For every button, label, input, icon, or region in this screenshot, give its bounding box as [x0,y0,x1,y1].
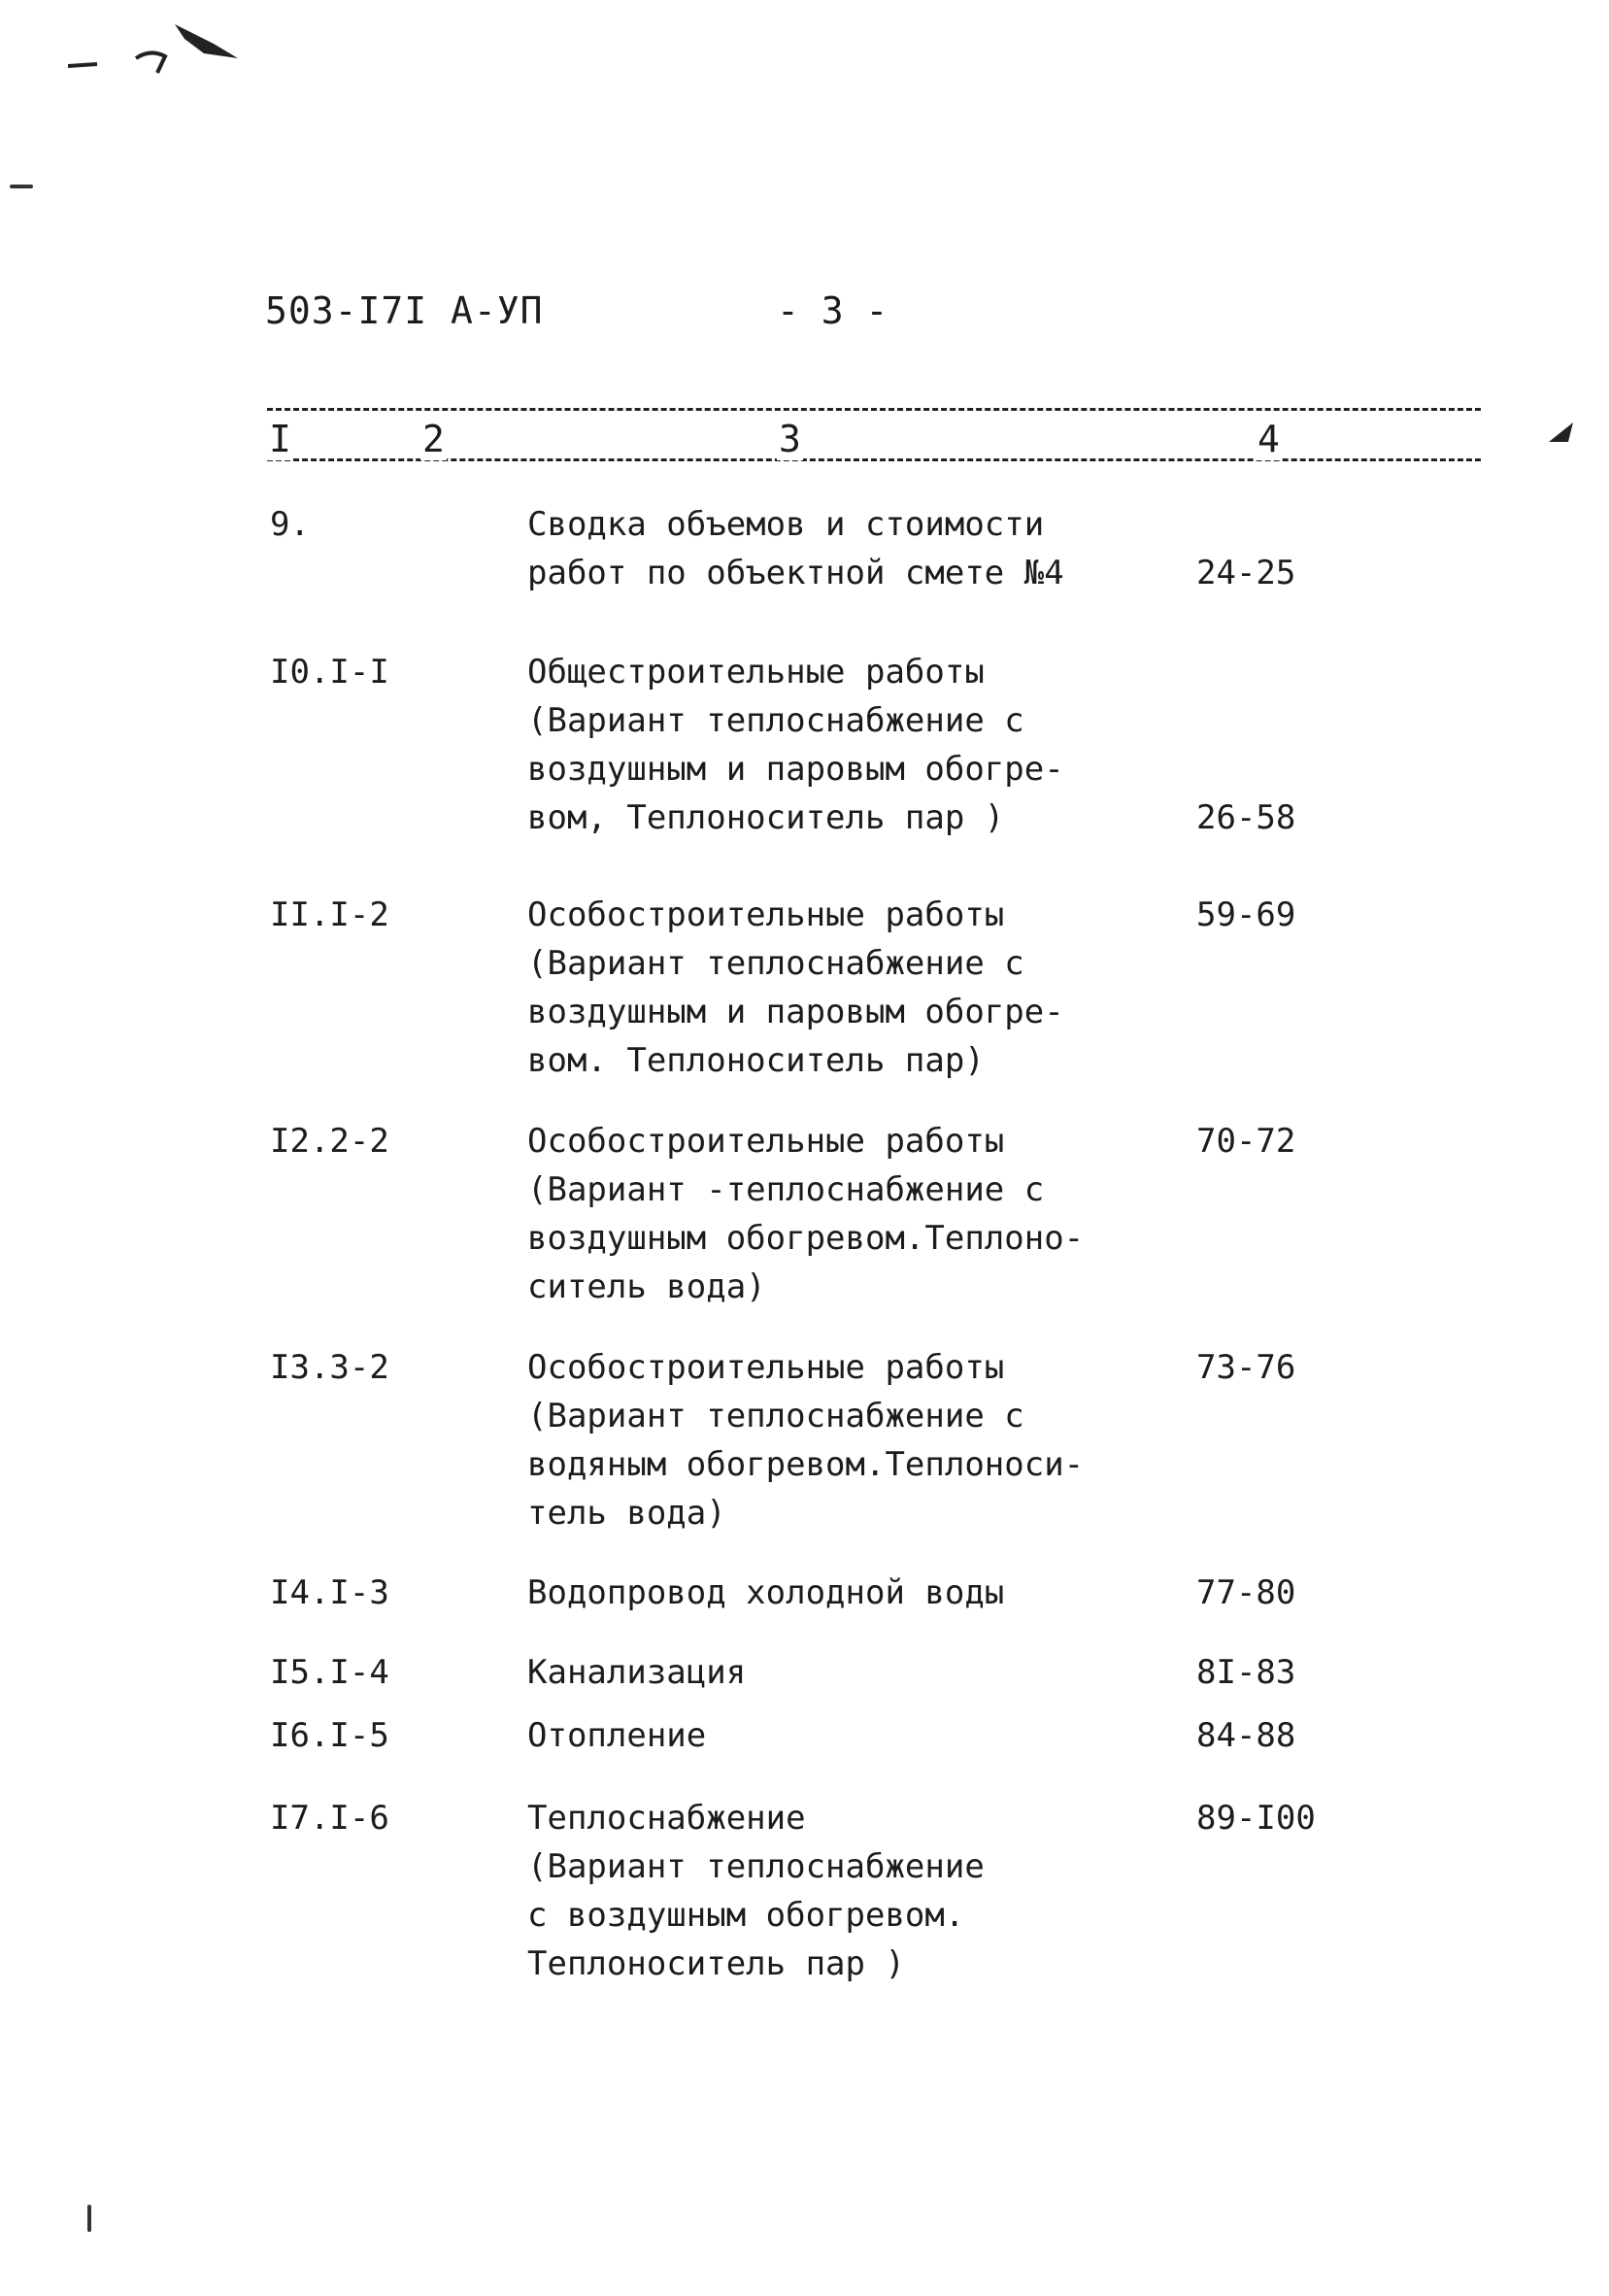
entry-title-line: Сводка объемов и стоимости [527,505,1045,544]
column-number-1: I [269,418,291,460]
entry-id: I6.I-5 [270,1716,389,1755]
entry-pages: 8I-83 [1196,1653,1296,1692]
entry-id: I0.I-I [270,653,389,692]
entry-title-line: (Вариант теплоснабжение [527,1847,985,1886]
entry-id: 9. [270,505,310,544]
entry-title-line: Канализация [527,1653,747,1692]
entry-title-line: Водопровод холодной воды [527,1573,1005,1612]
entry-title-line: воздушным обогревом.Теплоно- [527,1219,1085,1258]
entry-id: I3.3-2 [270,1348,389,1387]
entry-id: I2.2-2 [270,1122,389,1161]
entry-title [527,648,1129,842]
page-number: - 3 - [777,289,888,332]
entry-id: I5.I-4 [270,1653,389,1692]
table-header-rule [267,458,1481,461]
entry-id: I4.I-3 [270,1573,389,1612]
stray-mark [87,2205,91,2232]
entry-title-line: с воздушным обогревом. [527,1896,965,1935]
entry-pages: 73-76 [1196,1348,1296,1387]
entry-title-line: Особостроительные работы [527,895,1005,934]
entry-title-line: (Вариант -теплоснабжение с [527,1170,1045,1209]
entry-title-line: Особостроительные работы [527,1122,1005,1161]
entry-title [527,1117,1129,1311]
entry-title-line: (Вариант теплоснабжение с [527,1397,1024,1435]
entry-title-line: Теплоноситель пар ) [527,1944,905,1983]
column-number-2: 2 [422,418,445,460]
entry-title [527,1648,1129,1697]
entry-title [527,1569,1129,1617]
entry-title-line: Отопление [527,1716,707,1755]
entry-title-line: водяным обогревом.Теплоноси- [527,1445,1085,1484]
entry-title-line: воздушным и паровым обогре- [527,993,1064,1031]
entry-title [527,1343,1129,1537]
entry-title-line: ситель вода) [527,1267,766,1306]
entry-title-line: воздушным и паровым обогре- [527,750,1064,789]
table-top-rule [267,408,1481,411]
document-code: 503-I7I А-УП [265,289,544,332]
entry-pages: 77-80 [1196,1573,1296,1612]
entry-title-line: вом, Теплоноситель пар ) [527,798,1005,837]
entry-title-line: Теплоснабжение [527,1799,806,1838]
entry-id: I7.I-6 [270,1799,389,1838]
entry-title-line: работ по объектной смете №4 [527,554,1064,592]
entry-title-line: (Вариант теплоснабжение с [527,944,1024,983]
entry-title-line: вом. Теплоноситель пар) [527,1041,985,1080]
entry-title [527,891,1129,1085]
entry-pages: 84-88 [1196,1716,1296,1755]
column-number-4: 4 [1257,418,1280,460]
stray-mark [10,185,33,188]
column-number-3: 3 [779,418,801,460]
entry-pages: 59-69 [1196,895,1296,934]
entry-title-line: (Вариант теплоснабжение с [527,701,1024,740]
entry-pages: 89-I00 [1196,1799,1316,1838]
entry-title [527,1794,1129,1988]
entry-title [527,500,1129,597]
entry-title-line: тель вода) [527,1494,726,1533]
entry-id: II.I-2 [270,895,389,934]
entry-pages: 70-72 [1196,1122,1296,1161]
margin-mark [1544,413,1583,452]
handwritten-mark [68,19,262,78]
entry-title-line: Общестроительные работы [527,653,985,692]
entry-pages: 24-25 [1196,554,1296,592]
entry-title-line: Особостроительные работы [527,1348,1005,1387]
entry-pages: 26-58 [1196,798,1296,837]
entry-title [527,1711,1129,1760]
